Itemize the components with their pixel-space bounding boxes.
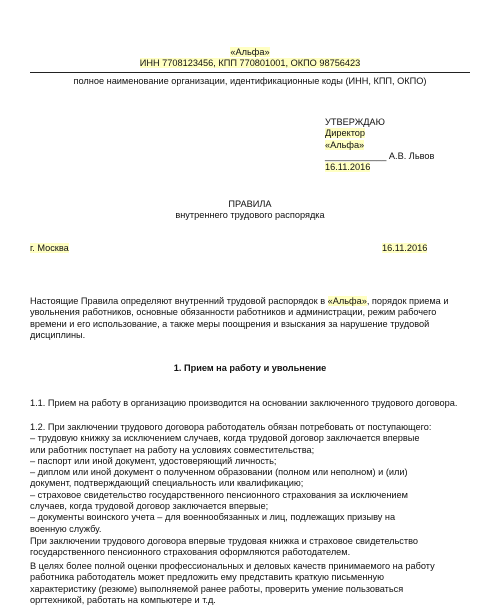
intro-before: Настоящие Правила определяют внутренний трудовой распорядок в <box>30 296 328 306</box>
clause-1-2-line: – диплом или иной документ о полученном образовании (полном или неполном) и (или) <box>30 467 408 478</box>
paragraph-assessment <box>30 561 470 606</box>
intro-paragraph <box>30 296 470 341</box>
org-name: «Альфа» <box>230 47 270 57</box>
clause-1-2-line: или работник поступает на работу на условиях совместительства; <box>30 444 315 455</box>
clause-1-2 <box>30 422 470 535</box>
paragraph-first-employment <box>30 536 470 559</box>
approval-label: УТВЕРЖДАЮ <box>325 117 385 127</box>
clause-1-2-line: случаев, когда трудовой договор заключается впервые; <box>30 501 269 512</box>
paragraph-line: В целях более полной оценки профессиональных и деловых качеств принимаемого на работу <box>30 561 435 571</box>
clause-1-2-line: – паспорт или иной документ, удостоверяющий личность; <box>30 455 277 466</box>
paragraph-line: характеристику (резюме) выполняемой ранее работы, проверить умение пользоваться <box>30 583 404 594</box>
clause-1-2-line: – страховое свидетельство государственного пенсионного страхования за исключением <box>30 489 408 500</box>
approval-signature-line: ____________ <box>325 150 387 161</box>
paragraph-line: оргтехникой, работать на компьютере и т.д. <box>30 594 216 605</box>
doc-date: 16.11.2016 <box>382 243 428 253</box>
approval-signer: А.В. Львов <box>388 150 435 161</box>
org-block <box>80 47 420 70</box>
paragraph-line: государственного пенсионного страхования оформляются работодателем. <box>30 547 351 558</box>
place <box>30 243 69 254</box>
org-caption: полное наименование организации, идентификационные коды (ИНН, КПП, ОКПО) <box>73 76 427 86</box>
org-underline <box>30 72 470 73</box>
approval-position: Директор <box>325 128 366 139</box>
city: г. Москва <box>30 243 69 253</box>
org-codes: ИНН 7708123456, КПП 770801001, ОКПО 98756423 <box>139 58 361 69</box>
clause-1-1: 1.1. Прием на работу в организацию производится на основании заключенного трудового договора. <box>30 398 458 408</box>
document-title <box>30 199 470 222</box>
clause-1-2-line: документ, подтверждающий специальность или квалификацию; <box>30 478 304 489</box>
section-heading: 1. Прием на работу и увольнение <box>173 363 327 373</box>
clause-1-2-line: – трудовую книжку за исключением случаев, когда трудовой договор заключается впервые <box>30 433 420 444</box>
clause-1-2-line: 1.2. При заключении трудового договора работодатель обязан потребовать от поступающего: <box>30 422 432 432</box>
clause-1-2-line: – документы воинского учета – для военнообязанных и лиц, подлежащих призыву на <box>30 512 396 523</box>
approval-company: «Альфа» <box>325 139 365 150</box>
approval-date: 16.11.2016 <box>325 162 371 173</box>
intro-company: «Альфа» <box>327 296 367 306</box>
paragraph-line: При заключении трудового договора впервые трудовая книжка и страховое свидетельство <box>30 536 418 546</box>
title-sub: внутреннего трудового распорядка <box>175 210 325 221</box>
approval-block <box>325 117 485 173</box>
paragraph-line: работника работодатель может предложить ему представить краткую письменную <box>30 572 384 583</box>
doc-date-wrap <box>382 243 427 254</box>
intro-after: , порядок приема и увольнения работников, основные обязанности работников и администрации, режим рабочего времени и его использование, а также меры поощрения и взыскания за нарушение трудовой дисциплины. <box>30 296 449 340</box>
clause-1-2-line: военную службу. <box>30 523 102 534</box>
title-main: ПРАВИЛА <box>228 199 272 209</box>
